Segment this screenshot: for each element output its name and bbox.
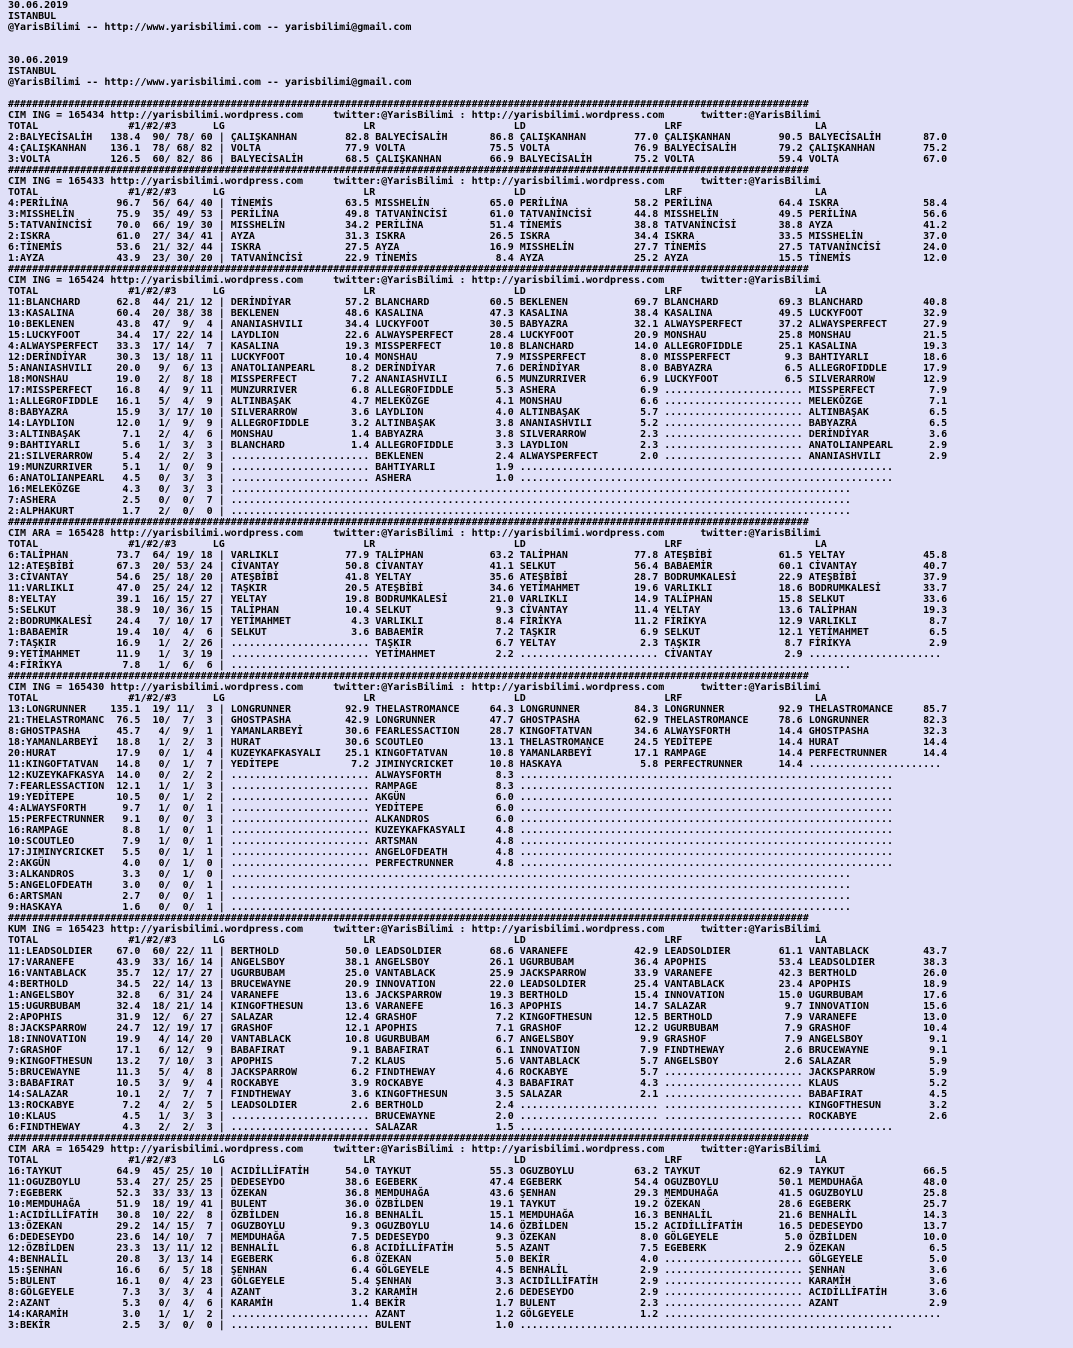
horse-row: 5:TATVANİNCİSİ 70.0 66/ 19/ 30 | MISSHELİN 34.2 PERİLİNA 51.4 TİNEMİS 38.8 TATVANİNCİSİ 38.8 AYZA 41.2 [8, 220, 948, 231]
horse-row: 6:DEDESEYDO 23.6 14/ 10/ 7 | MEMDUHAĞA 7.5 DEDESEYDO 9.3 ÖZEKAN 8.0 GÖLGEYELE 5.0 ÖZBİLDEN 10.0 [8, 1232, 948, 1243]
horse-row: 8:YELTAY 39.1 16/ 15/ 27 | YELTAY 19.8 BODRUMKALESİ 21.0 VARLIKLI 14.9 TALİPHAN 15.8 SELKUT 33.6 [8, 594, 948, 605]
horse-row: 2:AKGÜN 4.0 0/ 1/ 0 | ....................... PERFECTRUNNER 4.8 .............................................................. [8, 858, 894, 869]
race-block [8, 913, 947, 1133]
horse-row: 17:MISSPERFECT 16.8 4/ 9/ 11 | MUNZURRIVER 6.8 ALLEGROFIDDLE 5.3 ASHERA 6.9 ....................... MISSPERFECT 7.9 [8, 385, 948, 396]
horse-row: 8:BABYAZRA 15.9 3/ 17/ 10 | SILVERARROW 3.6 LAYDLION 4.0 ALTINBAŞAK 5.7 ....................... ALTINBAŞAK 6.5 [8, 407, 948, 418]
horse-row: 19:MUNZURRIVER 5.1 1/ 0/ 9 | ....................... BAHTIYARLI 1.9 .............................................................. [8, 462, 894, 473]
horse-row: 4:ALWAYSPERFECT 33.3 17/ 14/ 7 | KASALINA 19.3 MISSPERFECT 10.8 BLANCHARD 14.0 ALLEGROFIDDLE 25.1 KASALINA 19.3 [8, 341, 948, 352]
horse-row: 3:ALTINBAŞAK 7.1 2/ 4/ 6 | MONSHAU 1.4 BABYAZRA 3.8 SILVERARROW 2.3 ....................... DERİNDİYAR 3.6 [8, 429, 948, 440]
horse-row: 20:HURAT 17.9 0/ 1/ 4 | KUZEYKAFKASYALI 25.1 KINGOFTATVAN 10.8 YAMANLARBEYİ 17.1 RAMPAGE 14.4 PERFECTRUNNER 14.4 [8, 748, 948, 759]
report-contact: @YarisBilimi -- http://www.yarisbilimi.com -- yarisbilimi@gmail.com [8, 22, 412, 33]
horse-row: 1:ACIDİLLİFATİH 30.8 10/ 22/ 8 | ÖZBİLDEN 16.8 BENHALİL 15.1 MEMDUHAĞA 16.3 BENHALİL 21.6 BENHALİL 14.3 [8, 1210, 948, 1221]
race-block [8, 264, 947, 517]
horse-row: 9:KINGOFTHESUN 13.2 7/ 10/ 3 | APOPHIS 7.2 KLAUS 5.6 VANTABLACK 5.7 ANGELSBOY 2.6 SALAZAR 5.9 [8, 1056, 948, 1067]
column-headers: TOTAL #1/#2/#3 LG LR LD LRF LA [8, 187, 827, 198]
horse-row: 16:VANTABLACK 35.7 12/ 17/ 27 | UGURBUBAM 25.0 VANTABLACK 25.9 JACKSPARROW 33.9 VARANEFE 42.3 BERTHOLD 26.0 [8, 968, 948, 979]
horse-row: 11:OGUZBOYLU 53.4 27/ 25/ 25 | DEDESEYDO 38.6 EGEBERK 47.4 EGEBERK 54.4 OGUZBOYLU 50.1 MEMDUHAĞA 48.0 [8, 1177, 948, 1188]
column-headers: TOTAL #1/#2/#3 LG LR LD LRF LA [8, 539, 827, 550]
horse-row: 21:SILVERARROW 5.4 2/ 2/ 3 | ....................... BEKLENEN 2.4 ALWAYSPERFECT 2.0 ....................... ANANIASHVILI 2.9 [8, 451, 948, 462]
horse-row: 15:LUCKYFOOT 34.4 17/ 22/ 14 | LAYDLION 22.6 ALWAYSPERFECT 28.4 LUCKYFOOT 20.9 MONSHAU 25.8 MONSHAU 21.5 [8, 330, 948, 341]
horse-row: 3:VOLTA 126.5 60/ 82/ 86 | BALYECİSALİH 68.5 ÇALIŞKANHAN 66.9 BALYECİSALİH 75.2 VOLTA 59.4 VOLTA 67.0 [8, 154, 948, 165]
horse-row: 2:BALYECİSALİH 138.4 90/ 78/ 60 | ÇALIŞKANHAN 82.8 BALYECİSALİH 86.8 ÇALIŞKANHAN 77.0 ÇALIŞKANHAN 90.5 BALYECİSALİH 87.0 [8, 132, 948, 143]
column-headers: TOTAL #1/#2/#3 LG LR LD LRF LA [8, 1155, 827, 1166]
horse-row: 6:TİNEMİS 53.6 21/ 32/ 44 | ISKRA 27.5 AYZA 16.9 MISSHELİN 27.7 TİNEMİS 27.5 TATVANİNCİSİ 24.0 [8, 242, 948, 253]
race-block [8, 517, 947, 671]
horse-row: 13:ROCKABYE 7.2 4/ 2/ 5 | LEADSOLDIER 2.6 BERTHOLD 2.4 ....................... ....................... KINGOFTHESUN 3.2 [8, 1100, 948, 1111]
horse-row: 14:LAYDLION 12.0 1/ 9/ 9 | ALLEGROFIDDLE 3.2 ALTINBAŞAK 3.8 ANANIASHVILI 5.2 ....................... BABYAZRA 6.5 [8, 418, 948, 429]
horse-row: 18:YAMANLARBEYİ 18.8 1/ 2/ 3 | HURAT 30.6 SCOUTLEO 13.1 THELASTROMANCE 24.5 YEDİTEPE 14.4 HURAT 14.4 [8, 737, 948, 748]
horse-row: 5:ANANIASHVILI 20.0 9/ 6/ 13 | ANATOLIANPEARL 8.2 DERİNDİYAR 7.6 DERİNDİYAR 8.0 BABYAZRA 6.5 ALLEGROFIDDLE 17.9 [8, 363, 948, 374]
report-contact-repeat: @YarisBilimi -- http://www.yarisbilimi.com -- yarisbilimi@gmail.com [8, 77, 412, 88]
horse-row: 11:BLANCHARD 62.8 44/ 21/ 12 | DERİNDİYAR 57.2 BLANCHARD 60.5 BEKLENEN 69.7 BLANCHARD 69.3 BLANCHARD 40.8 [8, 297, 948, 308]
horse-row: 13:ÖZEKAN 29.2 14/ 15/ 7 | OGUZBOYLU 9.3 OGUZBOYLU 14.6 ÖZBİLDEN 15.2 ACIDİLLİFATİH 16.5 DEDESEYDO 13.7 [8, 1221, 948, 1232]
horse-row: 6:ANATOLIANPEARL 4.5 0/ 3/ 3 | ....................... ASHERA 1.0 .............................................................. [8, 473, 894, 484]
horse-row: 7:FEARLESSACTION 12.1 1/ 1/ 3 | ....................... RAMPAGE 8.3 .............................................................. [8, 781, 894, 792]
horse-row: 10:SCOUTLEO 7.9 1/ 0/ 1 | ....................... ARTSMAN 4.8 .............................................................. [8, 836, 894, 847]
horse-row: 21:THELASTROMANC 76.5 10/ 7/ 3 | GHOSTPASHA 42.9 LONGRUNNER 47.7 GHOSTPASHA 62.9 THELASTROMANCE 78.6 LONGRUNNER 82.3 [8, 715, 948, 726]
race-title: CIM ARA = 165429 http://yarisbilimi.wordpress.com twitter:@YarisBilimi : http://yarisbilimi.wordpress.com twitter:@YarisBilimi [8, 1144, 821, 1155]
horse-row: 18:INNOVATION 19.9 4/ 14/ 20 | VANTABLACK 10.8 UGURBUBAM 6.7 ANGELSBOY 9.9 GRASHOF 7.9 ANGELSBOY 9.1 [8, 1034, 948, 1045]
separator-line: ##################################################################################################################################### [8, 913, 809, 924]
horse-row: 5:ANGELOFDEATH 3.0 0/ 0/ 1 | ....................................................................................................... [8, 880, 851, 891]
separator-line: ##################################################################################################################################### [8, 264, 809, 275]
horse-row: 8:JACKSPARROW 24.7 12/ 19/ 17 | GRASHOF 12.1 APOPHIS 7.1 GRASHOF 12.2 UGURBUBAM 7.9 GRASHOF 10.4 [8, 1023, 948, 1034]
race-block [8, 165, 947, 264]
horse-row: 13:LONGRUNNER 135.1 19/ 11/ 3 | LONGRUNNER 92.9 THELASTROMANCE 64.3 LONGRUNNER 84.3 LONGRUNNER 92.9 THELASTROMANCE 85.7 [8, 704, 948, 715]
horse-row: 12:DERİNDİYAR 30.3 13/ 18/ 11 | LUCKYFOOT 10.4 MONSHAU 7.9 MISSPERFECT 8.0 MISSPERFECT 9.3 BAHTIYARLI 18.6 [8, 352, 948, 363]
separator-line: ##################################################################################################################################### [8, 1133, 809, 1144]
report-date-repeat: 30.06.2019 [8, 55, 69, 66]
horse-row: 11:VARLIKLI 47.0 25/ 24/ 12 | TAŞKIR 20.5 ATEŞBİBİ 34.6 YETİMAHMET 19.6 VARLIKLI 18.6 BODRUMKALESİ 33.7 [8, 583, 948, 594]
race-title: CIM ING = 165433 http://yarisbilimi.wordpress.com twitter:@YarisBilimi : http://yarisbilimi.wordpress.com twitter:@YarisBilimi [8, 176, 821, 187]
report-date: 30.06.2019 [8, 0, 69, 11]
horse-row: 4:ALWAYSFORTH 9.7 1/ 0/ 1 | ....................... YEDİTEPE 6.0 .............................................................. [8, 803, 894, 814]
race-tables [8, 99, 947, 1331]
horse-row: 6:FINDTHEWAY 4.3 2/ 2/ 3 | ....................... SALAZAR 1.5 .............................................................. [8, 1122, 894, 1133]
race-title: CIM ING = 165424 http://yarisbilimi.wordpress.com twitter:@YarisBilimi : http://yarisbilimi.wordpress.com twitter:@YarisBilimi [8, 275, 821, 286]
race-block [8, 99, 947, 165]
horse-row: 4:FİRİKYA 7.8 1/ 6/ 6 | ....................................................................................................... [8, 660, 851, 671]
race-title: CIM ING = 165430 http://yarisbilimi.wordpress.com twitter:@YarisBilimi : http://yarisbilimi.wordpress.com twitter:@YarisBilimi [8, 682, 821, 693]
horse-row: 16:RAMPAGE 8.8 1/ 0/ 1 | ....................... KUZEYKAFKASYALI 4.8 .............................................................. [8, 825, 894, 836]
blank-line [8, 33, 947, 44]
horse-row: 18:MONSHAU 19.0 2/ 8/ 18 | MISSPERFECT 7.2 ANANIASHVILI 6.5 MUNZURRIVER 6.9 LUCKYFOOT 6.5 SILVERARROW 12.9 [8, 374, 948, 385]
horse-row: 8:GHOSTPASHA 45.7 4/ 9/ 1 | YAMANLARBEYİ 30.6 FEARLESSACTION 28.7 KINGOFTATVAN 34.6 ALWAYSFORTH 14.4 GHOSTPASHA 32.3 [8, 726, 948, 737]
horse-row: 5:BULENT 16.1 0/ 4/ 23 | GÖLGEYELE 5.4 ŞENHAN 3.3 ACIDİLLİFATİH 2.9 ....................... KARAMİH 3.6 [8, 1276, 948, 1287]
race-block [8, 671, 947, 913]
column-headers: TOTAL #1/#2/#3 LG LR LD LRF LA [8, 286, 827, 297]
horse-row: 1:ANGELSBOY 32.8 6/ 31/ 24 | VARANEFE 13.6 JACKSPARROW 19.3 BERTHOLD 15.4 INNOVATION 15.0 UGURBUBAM 17.6 [8, 990, 948, 1001]
horse-row: 12:ÖZBİLDEN 23.3 13/ 11/ 12 | BENHALİL 6.8 ACIDİLLİFATİH 5.5 AZANT 7.5 EGEBERK 2.9 ÖZEKAN 6.5 [8, 1243, 948, 1254]
horse-row: 1:AYZA 43.9 23/ 30/ 20 | TATVANİNCİSİ 22.9 TİNEMİS 8.4 AYZA 25.2 AYZA 15.5 TİNEMİS 12.0 [8, 253, 948, 264]
horse-row: 4:BERTHOLD 34.5 22/ 14/ 13 | BRUCEWAYNE 20.9 INNOVATION 22.0 LEADSOLDIER 25.4 VANTABLACK 23.4 APOPHIS 18.9 [8, 979, 948, 990]
horse-row: 7:TAŞKIR 16.9 1/ 2/ 26 | ....................... TAŞKIR 6.7 YELTAY 2.3 TAŞKIR 8.7 FİRİKYA 2.9 [8, 638, 948, 649]
horse-row: 3:BABAFIRAT 10.5 3/ 9/ 4 | ROCKABYE 3.9 ROCKABYE 4.3 BABAFIRAT 4.3 ....................... KLAUS 5.2 [8, 1078, 948, 1089]
horse-row: 17:JIMINYCRICKET 5.5 0/ 1/ 1 | ....................... ANGELOFDEATH 4.8 .............................................................. [8, 847, 894, 858]
horse-row: 14:KARAMİH 3.0 1/ 1/ 2 | ....................... AZANT 1.2 GÖLGEYELE 1.2 .............................................. [8, 1309, 942, 1320]
horse-row: 10:MEMDUHAĞA 51.9 18/ 19/ 41 | BULENT 36.0 ÖZBİLDEN 19.1 TAYKUT 19.2 ÖZEKAN 28.6 EGEBERK 25.7 [8, 1199, 948, 1210]
horse-row: 10:BEKLENEN 43.8 47/ 9/ 4 | ANANIASHVILI 34.4 LUCKYFOOT 30.5 BABYAZRA 32.1 ALWAYSPERFECT 37.2 ALWAYSPERFECT 27.9 [8, 319, 948, 330]
race-report [8, 0, 947, 1331]
horse-row: 3:BEKİR 2.5 3/ 0/ 0 | ....................... BULENT 1.0 .............................................................. [8, 1320, 894, 1331]
horse-row: 10:KLAUS 4.5 1/ 3/ 3 | ....................... BRUCEWAYNE 2.0 ....................... ....................... ROCKABYE 2.6 [8, 1111, 948, 1122]
horse-row: 9:YETİMAHMET 11.9 1/ 3/ 19 | ....................... YETİMAHMET 2.2 ....................... CİVANTAY 2.9 ...................... [8, 649, 942, 660]
separator-line: ##################################################################################################################################### [8, 517, 809, 528]
horse-row: 1:BABAEMİR 19.4 10/ 4/ 6 | SELKUT 3.6 BABAEMİR 7.2 TAŞKIR 6.9 SELKUT 12.1 YETİMAHMET 6.5 [8, 627, 948, 638]
horse-row: 2:ALPHAKURT 1.7 2/ 0/ 0 | ....................................................................................................... [8, 506, 851, 517]
separator-line: ##################################################################################################################################### [8, 99, 809, 110]
report-city: ISTANBUL [8, 11, 57, 22]
horse-row: 15:PERFECTRUNNER 9.1 0/ 0/ 3 | ....................... ALKANDROS 6.0 .............................................................. [8, 814, 894, 825]
horse-row: 16:MELEKÖZGE 4.3 0/ 3/ 3 | ....................................................................................................... [8, 484, 851, 495]
column-headers: TOTAL #1/#2/#3 LG LR LD LRF LA [8, 935, 827, 946]
separator-line: ##################################################################################################################################### [8, 671, 809, 682]
blank-line [8, 44, 947, 55]
horse-row: 2:ISKRA 61.0 27/ 34/ 41 | AYZA 31.3 ISKRA 26.5 ISKRA 34.4 ISKRA 33.5 MISSHELİN 37.0 [8, 231, 948, 242]
horse-row: 2:AZANT 5.3 0/ 4/ 6 | KARAMİH 1.4 BEKİR 1.7 BULENT 2.3 ....................... AZANT 2.9 [8, 1298, 948, 1309]
horse-row: 11:LEADSOLDIER 67.0 60/ 22/ 11 | BERTHOLD 50.0 LEADSOLDIER 68.6 VARANEFE 42.9 LEADSOLDIER 61.1 VANTABLACK 43.7 [8, 946, 948, 957]
horse-row: 12:KUZEYKAFKASYA 14.0 0/ 2/ 2 | ....................... ALWAYSFORTH 8.3 .............................................................. [8, 770, 894, 781]
horse-row: 3:CİVANTAY 54.6 25/ 18/ 20 | ATEŞBİBİ 41.8 YELTAY 35.6 ATEŞBİBİ 28.7 BODRUMKALESİ 22.9 ATEŞBİBİ 37.9 [8, 572, 948, 583]
horse-row: 11:KINGOFTATVAN 14.8 0/ 1/ 7 | YEDİTEPE 7.2 JIMINYCRICKET 10.8 HASKAYA 5.8 PERFECTRUNNER 14.4 ...................... [8, 759, 942, 770]
horse-row: 8:GÖLGEYELE 7.3 3/ 3/ 4 | AZANT 3.2 KARAMİH 2.6 DEDESEYDO 2.9 ....................... ACIDİLLİFATİH 3.6 [8, 1287, 948, 1298]
blank-line [8, 88, 947, 99]
horse-row: 19:YEDİTEPE 10.5 0/ 1/ 2 | ....................... AKGÜN 6.0 .............................................................. [8, 792, 894, 803]
horse-row: 6:TALİPHAN 73.7 64/ 19/ 18 | VARLIKLI 77.9 TALİPHAN 63.2 TALİPHAN 77.8 ATEŞBİBİ 61.5 YELTAY 45.8 [8, 550, 948, 561]
horse-row: 2:APOPHIS 31.9 12/ 6/ 27 | SALAZAR 12.4 GRASHOF 7.2 KINGOFTHESUN 12.5 BERTHOLD 7.9 VARANEFE 13.0 [8, 1012, 948, 1023]
horse-row: 3:MISSHELİN 75.9 35/ 49/ 53 | PERİLİNA 49.8 TATVANİNCİSİ 61.0 TATVANİNCİSİ 44.8 MISSHELİN 49.5 PERİLİNA 56.6 [8, 209, 948, 220]
horse-row: 5:SELKUT 38.9 10/ 36/ 15 | TALİPHAN 10.4 SELKUT 9.3 CİVANTAY 11.4 YELTAY 13.6 TALİPHAN 19.3 [8, 605, 948, 616]
horse-row: 4:BENHALİL 20.8 3/ 13/ 14 | EGEBERK 6.8 ÖZEKAN 5.0 BEKİR 4.0 ....................... GÖLGEYELE 5.0 [8, 1254, 948, 1265]
horse-row: 4:ÇALIŞKANHAN 136.1 78/ 68/ 82 | VOLTA 77.9 VOLTA 75.5 VOLTA 76.9 BALYECİSALİH 79.2 ÇALIŞKANHAN 75.2 [8, 143, 948, 154]
horse-row: 9:BAHTIYARLI 5.6 1/ 3/ 3 | BLANCHARD 1.4 ALLEGROFIDDLE 3.3 LAYDLION 2.3 ....................... ANATOLIANPEARL 2.9 [8, 440, 948, 451]
report-city-repeat: ISTANBUL [8, 66, 57, 77]
separator-line: ##################################################################################################################################### [8, 165, 809, 176]
horse-row: 9:HASKAYA 1.6 0/ 0/ 1 | ....................................................................................................... [8, 902, 851, 913]
horse-row: 3:ALKANDROS 3.3 0/ 1/ 0 | ....................................................................................................... [8, 869, 851, 880]
horse-row: 13:KASALINA 60.4 20/ 38/ 38 | BEKLENEN 48.6 KASALINA 47.3 KASALINA 38.4 KASALINA 49.5 LUCKYFOOT 32.9 [8, 308, 948, 319]
horse-row: 12:ATEŞBİBİ 67.3 20/ 53/ 24 | CİVANTAY 50.8 CİVANTAY 41.1 SELKUT 56.4 BABAEMİR 60.1 CİVANTAY 40.7 [8, 561, 948, 572]
horse-row: 15:ŞENHAN 16.6 6/ 5/ 18 | ŞENHAN 6.4 GÖLGEYELE 4.5 BENHALİL 2.9 ....................... ŞENHAN 3.6 [8, 1265, 948, 1276]
race-title: KUM ING = 165423 http://yarisbilimi.wordpress.com twitter:@YarisBilimi : http://yarisbilimi.wordpress.com twitter:@YarisBilimi [8, 924, 821, 935]
horse-row: 5:BRUCEWAYNE 11.3 5/ 4/ 8 | JACKSPARROW 6.2 FINDTHEWAY 4.6 ROCKABYE 5.7 ....................... JACKSPARROW 5.9 [8, 1067, 948, 1078]
horse-row: 7:ASHERA 2.5 0/ 0/ 7 | ....................................................................................................... [8, 495, 851, 506]
column-headers: TOTAL #1/#2/#3 LG LR LD LRF LA [8, 693, 827, 704]
horse-row: 7:GRASHOF 17.1 6/ 12/ 9 | BABAFIRAT 9.1 BABAFIRAT 6.1 INNOVATION 7.9 FINDTHEWAY 2.6 BRUCEWAYNE 9.1 [8, 1045, 948, 1056]
race-title: CIM ING = 165434 http://yarisbilimi.wordpress.com twitter:@YarisBilimi : http://yarisbilimi.wordpress.com twitter:@YarisBilimi [8, 110, 821, 121]
horse-row: 15:UGURBUBAM 32.4 18/ 21/ 14 | KINGOFTHESUN 13.6 VARANEFE 16.3 APOPHIS 14.7 SALAZAR 9.7 INNOVATION 15.6 [8, 1001, 948, 1012]
horse-row: 7:EGEBERK 52.3 33/ 33/ 13 | ÖZEKAN 36.8 MEMDUHAĞA 43.6 ŞENHAN 29.3 MEMDUHAĞA 41.5 OGUZBOYLU 25.8 [8, 1188, 948, 1199]
race-title: CIM ARA = 165428 http://yarisbilimi.wordpress.com twitter:@YarisBilimi : http://yarisbilimi.wordpress.com twitter:@YarisBilimi [8, 528, 821, 539]
horse-row: 4:PERİLİNA 96.7 56/ 64/ 40 | TİNEMİS 63.5 MISSHELİN 65.0 PERİLİNA 58.2 PERİLİNA 64.4 ISKRA 58.4 [8, 198, 948, 209]
horse-row: 17:VARANEFE 43.9 33/ 16/ 14 | ANGELSBOY 38.1 ANGELSBOY 26.1 UGURBUBAM 36.4 APOPHIS 53.4 LEADSOLDIER 38.3 [8, 957, 948, 968]
horse-row: 16:TAYKUT 64.9 45/ 25/ 10 | ACIDİLLİFATİH 54.0 TAYKUT 55.3 OGUZBOYLU 63.2 TAYKUT 62.9 TAYKUT 66.5 [8, 1166, 948, 1177]
horse-row: 14:SALAZAR 10.1 2/ 7/ 7 | FINDTHEWAY 3.6 KINGOFTHESUN 3.5 SALAZAR 2.1 ....................... BABAFIRAT 4.5 [8, 1089, 948, 1100]
horse-row: 1:ALLEGROFIDDLE 16.1 5/ 4/ 9 | ALTINBAŞAK 4.7 MELEKÖZGE 4.1 MONSHAU 6.6 ....................... MELEKÖZGE 7.1 [8, 396, 948, 407]
horse-row: 6:ARTSMAN 2.7 0/ 0/ 1 | ....................................................................................................... [8, 891, 851, 902]
column-headers: TOTAL #1/#2/#3 LG LR LD LRF LA [8, 121, 827, 132]
race-block [8, 1133, 947, 1331]
horse-row: 2:BODRUMKALESİ 24.4 7/ 10/ 17 | YETİMAHMET 4.3 VARLIKLI 8.4 FİRİKYA 11.2 FİRİKYA 12.9 VARLIKLI 8.7 [8, 616, 948, 627]
